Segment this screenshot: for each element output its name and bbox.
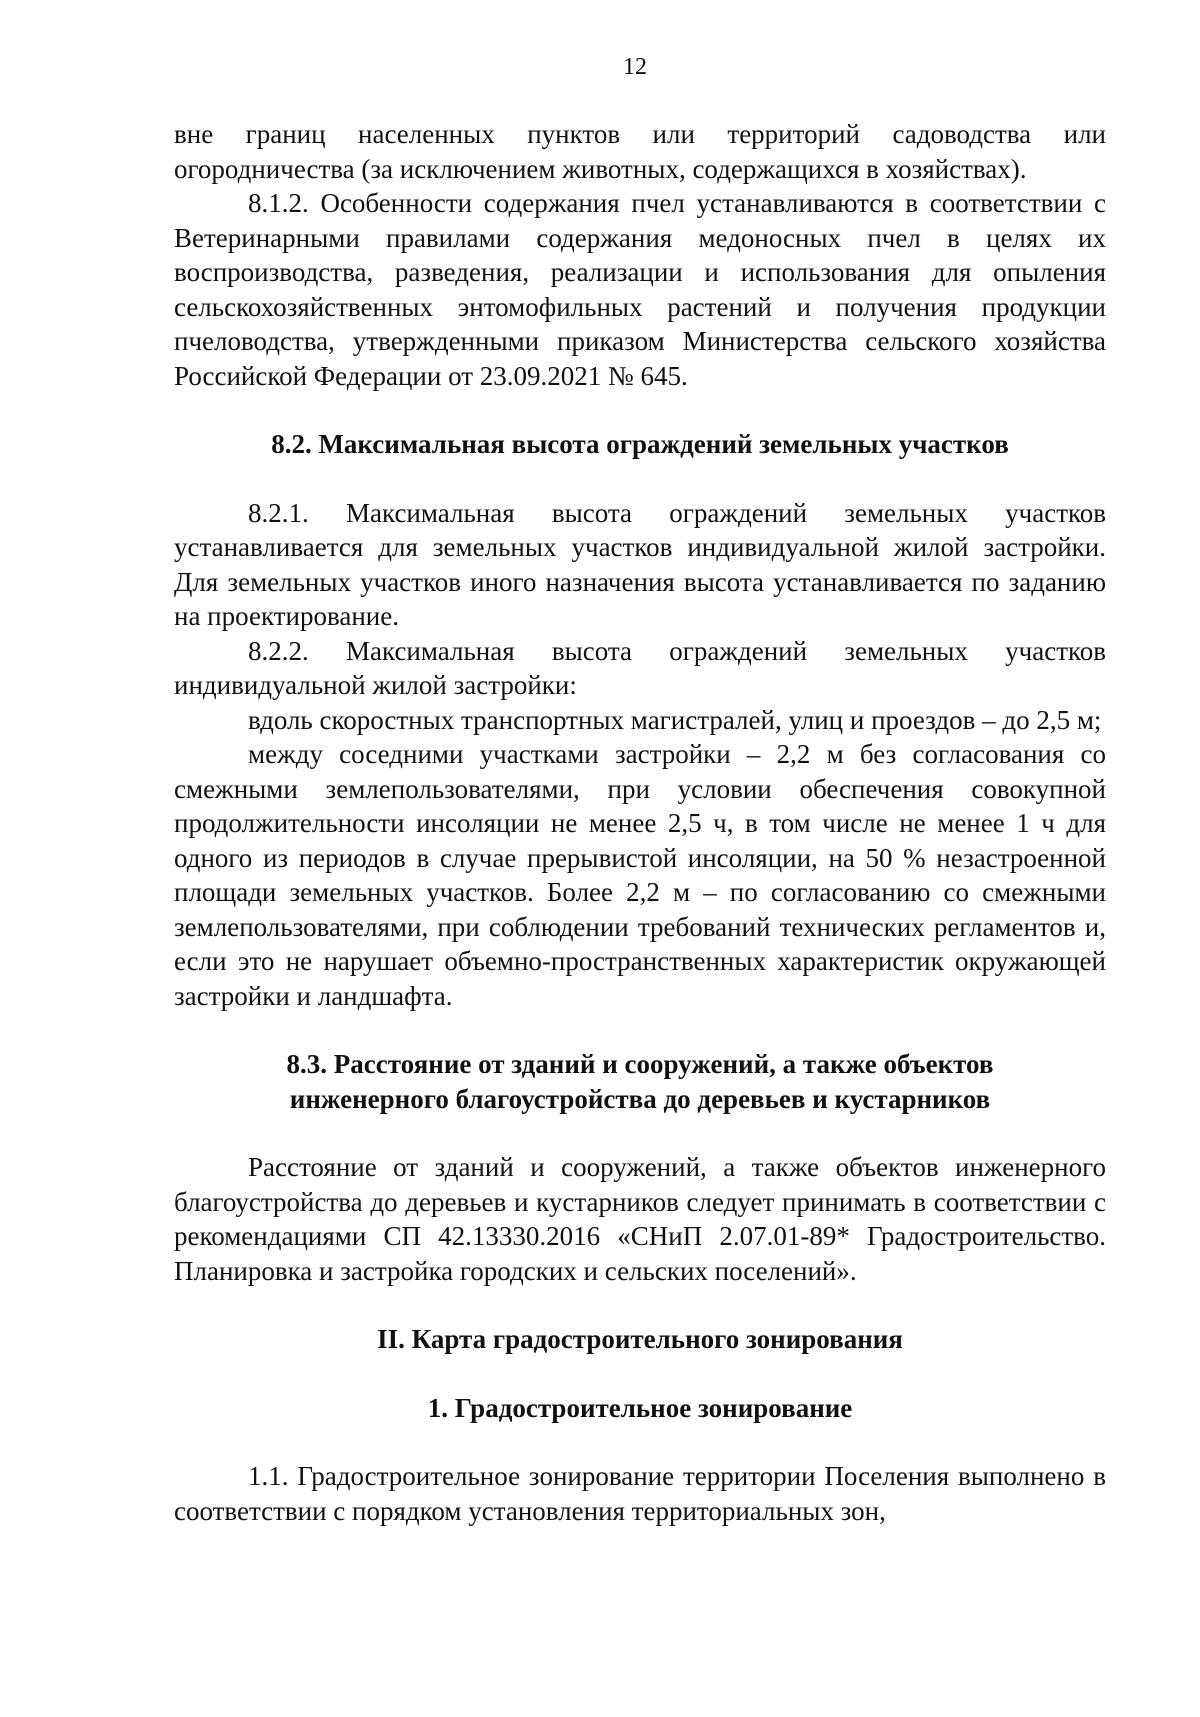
spacer — [174, 1288, 1106, 1322]
paragraph-8-1-2: 8.1.2. Особенности содержания пчел устанавливаются в соответствии с Ветеринарными правилами содержания медоносных пчел в целях их воспроизводства, разведения, реализации и использования для опыления сельскохозяйственных энтомофильных растений и получения продукции пчеловодства, утвержденными приказом Министерства сельского хозяйства Российской Федерации от 23.09.2021 № 645. — [174, 188, 1106, 391]
paragraph-between-plots: между соседними участками застройки – 2,2 м без согласования со смежными землепользователями, при условии обеспечения совокупной продолжительности инсоляции не менее 2,5 ч, в том числе не менее 1 ч для одного из периодов в случае прерывистой инсоляции, на 50 % незастроенной площади земельных участков. Более 2,2 м – по согласованию со смежными землепользователями, при соблюдении требований технических регламентов и, если это не нарушает объемно-пространственных характеристик окружающей застройки и ландшафта. — [174, 739, 1106, 1011]
paragraph-distance: Расстояние от зданий и сооружений, а также объектов инженерного благоустройства до деревьев и кустарников следует принимать в соответствии с рекомендациями СП 42.13330.2016 «СНиП 2.07.01-89* Градостроительство. Планировка и застройка городских и сельских поселений». — [174, 1152, 1106, 1286]
heading-8-3-line-1: 8.3. Расстояние от зданий и сооружений, а также объектов — [286, 1049, 994, 1079]
spacer — [174, 1425, 1106, 1459]
heading-8-2: 8.2. Максимальная высота ограждений земельных участков — [271, 429, 1009, 459]
heading-1: 1. Градостроительное зонирование — [427, 1392, 853, 1423]
paragraph-1-1: 1.1. Градостроительное зонирование территории Поселения выполнено в соответствии с порядком установления территориальных зон, — [174, 1461, 1106, 1526]
paragraph-8-2-1: 8.2.1. Максимальная высота ограждений земельных участков устанавливается для земельных участков индивидуальной жилой застройки. Для земельных участков иного назначения высота устанавливается по заданию на проектирование. — [174, 497, 1106, 631]
paragraph-along-roads: вдоль скоростных транспортных магистралей, улиц и проездов – до 2,5 м; — [248, 704, 1102, 735]
paragraph-continuation: вне границ населенных пунктов или территорий садоводства или огородничества (за исключением животных, содержащихся в хозяйствах). — [174, 119, 1106, 184]
spacer — [174, 393, 1106, 427]
paragraph-8-2-2: 8.2.2. Максимальная высота ограждений земельных участков индивидуальной жилой застройки: — [174, 635, 1106, 700]
spacer — [174, 1013, 1106, 1047]
page-content — [174, 117, 1106, 1528]
spacer — [174, 1357, 1106, 1391]
spacer — [174, 462, 1106, 496]
heading-8-3-line-2: инженерного благоустройства до деревьев и кустарников — [289, 1083, 991, 1114]
page-number: 12 — [623, 54, 647, 80]
spacer — [174, 1116, 1106, 1150]
heading-section-ii: II. Карта градостроительного зонирования — [377, 1324, 903, 1354]
